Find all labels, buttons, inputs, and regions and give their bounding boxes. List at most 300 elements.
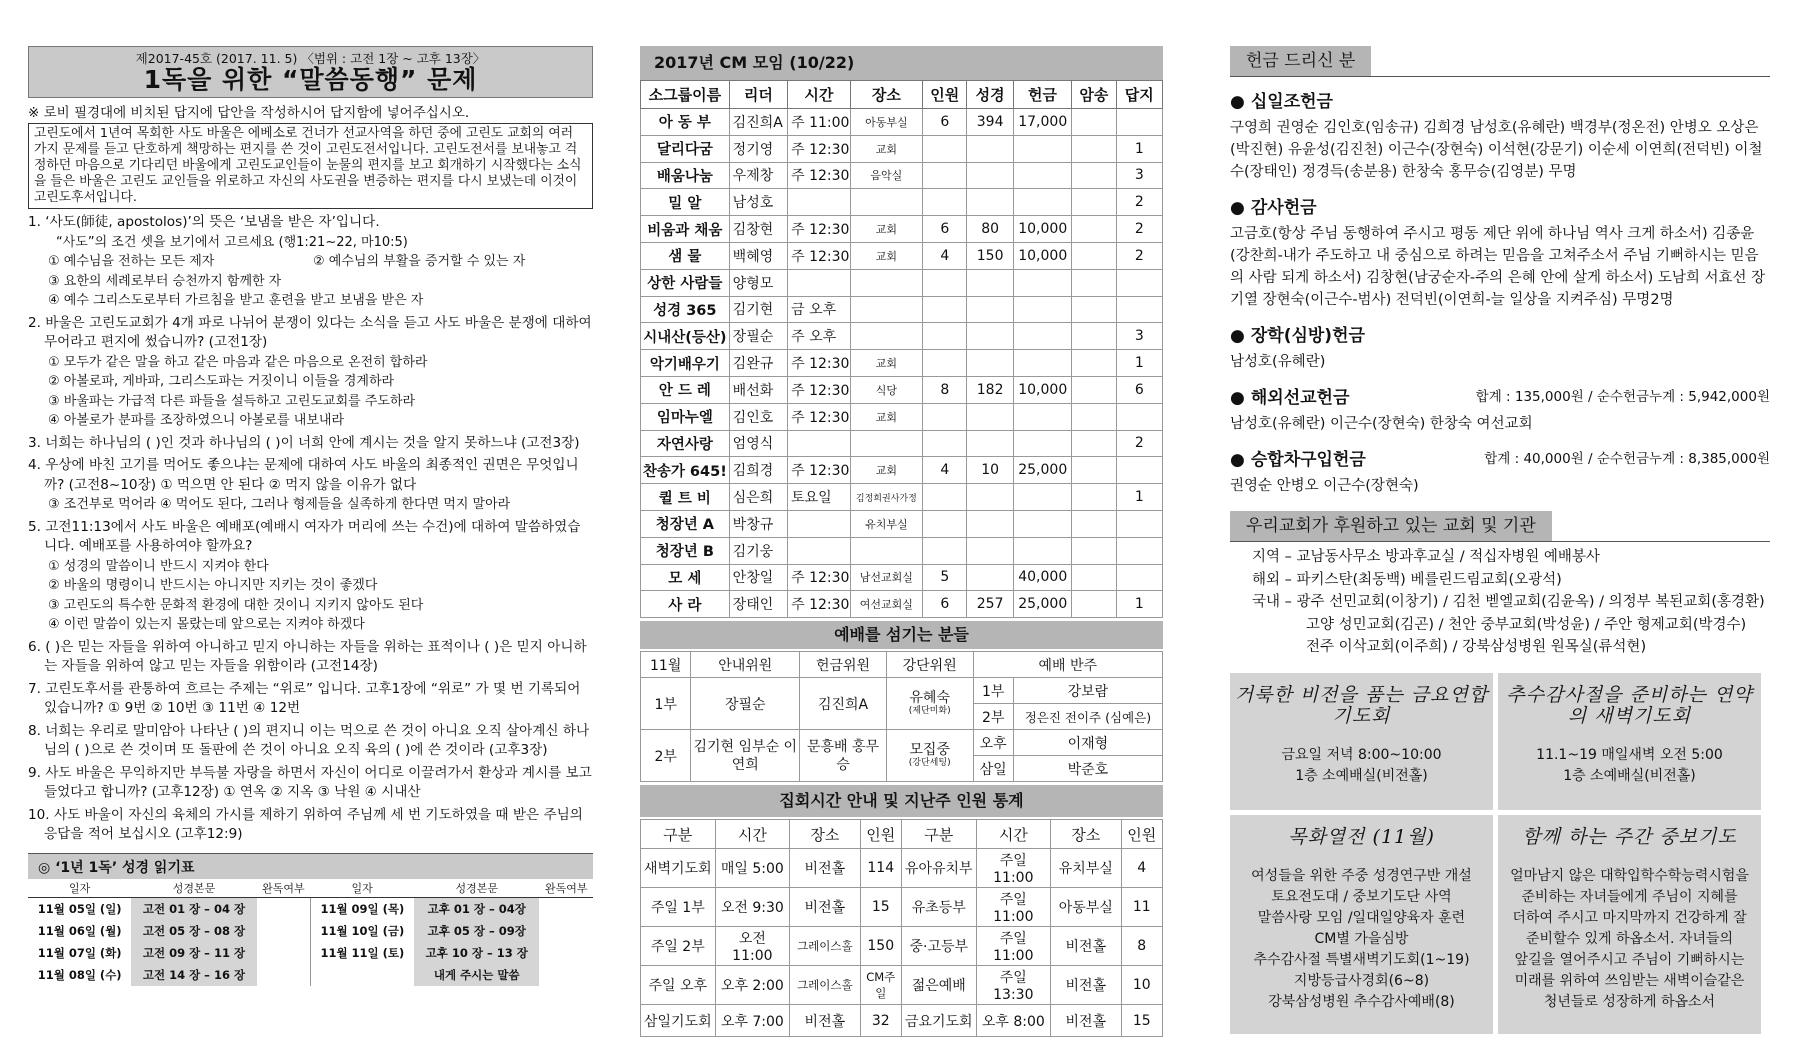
meet-row xyxy=(641,966,1163,1005)
questions xyxy=(28,213,593,845)
cm-cell xyxy=(1072,591,1116,618)
meet-cell: 새벽기도회 xyxy=(641,849,716,888)
cm-row xyxy=(641,484,1163,511)
cm-cell xyxy=(1116,109,1162,136)
meet-cell: 주일 11:00 xyxy=(976,888,1051,927)
cm-cell xyxy=(850,323,923,350)
meet-row xyxy=(641,888,1163,927)
cm-cell xyxy=(1072,403,1116,430)
cm-cell: 교회 xyxy=(850,135,923,162)
cm-cell xyxy=(850,430,923,457)
cm-cell: 주 12:30 xyxy=(788,216,850,243)
cm-cell xyxy=(1072,216,1116,243)
cm-cell: 장필순 xyxy=(729,323,787,350)
cm-cell xyxy=(1072,109,1116,136)
cm-title: 2017년 CM 모임 (10/22) xyxy=(640,46,1163,80)
cm-cell: 2 xyxy=(1116,216,1162,243)
cm-cell xyxy=(1072,350,1116,377)
meet-cell: 32 xyxy=(860,1005,901,1037)
cm-cell: 25,000 xyxy=(1013,591,1071,618)
meet-cell: 비전홀 xyxy=(1051,927,1121,966)
meet-cell: 금요기도회 xyxy=(901,1005,976,1037)
meet-cell: 오전 9:30 xyxy=(715,888,790,927)
cm-cell xyxy=(923,510,967,537)
cm-cell: 식당 xyxy=(850,376,923,403)
cm-header: 암송 xyxy=(1072,81,1116,109)
cm-cell: 토요일 xyxy=(788,484,850,511)
cm-cell xyxy=(1072,162,1116,189)
cm-cell xyxy=(1013,296,1071,323)
meet-cell: 주일 2부 xyxy=(641,927,716,966)
cm-cell xyxy=(923,323,967,350)
offering-heading xyxy=(1230,445,1770,470)
cm-cell: 김창현 xyxy=(729,216,787,243)
cm-cell: 1 xyxy=(1116,591,1162,618)
meet-table xyxy=(640,819,1163,1037)
support-line: 고양 성민교회(김곤) / 천안 중부교회(박성윤) / 주안 형제교회(박경수) xyxy=(1306,616,1747,633)
cm-cell: 3 xyxy=(1116,323,1162,350)
reading-title: ◎ ‘1년 1독’ 성경 읽기표 xyxy=(28,853,593,879)
answer-notice: ※ 로비 필경대에 비치된 답지에 답안을 작성하시어 답지함에 넣어주십시오. xyxy=(28,105,470,121)
cm-cell: 배선화 xyxy=(729,376,787,403)
question-4: 4. 우상에 바친 고기를 먹어도 좋으냐는 문제에 대하여 사도 바울의 최종적인 권면은 무엇입니까? (고전8~10장) ① 먹으면 안 된다 ② 먹지 않을 이유가 없다 ③ 조건부로 먹어라 ④ 먹어도 된다, 그러나 형제들을 실족하게 한다면 먹지 말아라 xyxy=(28,457,579,512)
cm-cell xyxy=(923,350,967,377)
cm-cell xyxy=(1072,323,1116,350)
cm-cell xyxy=(923,135,967,162)
cm-cell: 10,000 xyxy=(1013,376,1071,403)
reading-row: 11월 08일 (수) 고전 14 장 – 16 장 내게 주시는 말씀 xyxy=(28,964,593,986)
notice-box xyxy=(1498,673,1761,810)
offering-name: 승합차구입헌금 xyxy=(1250,450,1366,470)
notice-box-line: 1층 소예배실(비전홀) xyxy=(1563,767,1696,784)
question-10: 10. 사도 바울이 자신의 육체의 가시를 제하기 위하여 주님께 세 번 기도하였을 때 받은 주님의 응답을 적어 보십시오 (고후12:9) xyxy=(28,806,583,842)
support-title: 우리교회가 후원하고 있는 교회 및 기관 xyxy=(1230,511,1552,541)
cm-cell: 80 xyxy=(967,216,1013,243)
cm-cell xyxy=(1072,564,1116,591)
serve-table: 11월 안내위원 헌금위원 강단위원 예배 반주 1부 장필순 김진희A 유혜숙 (제단미화) 1부 강보람 2부 정은진 전이주 (심예은) 2부 김기현 임부순 이연희 문흥배 홍무승 모집중 (강단세팅) 오후 이재형 삼일 박준호 xyxy=(640,651,1163,782)
cm-cell xyxy=(923,537,967,564)
reading-row: 11월 06일 (월) 고전 05 장 – 08 장 11월 10일 (금) 고후 05 장 – 09장 xyxy=(28,920,593,942)
bullet-icon: ● xyxy=(1230,326,1245,346)
cm-cell: 257 xyxy=(967,591,1013,618)
cm-row xyxy=(641,376,1163,403)
question-9: 9. 사도 바울은 무익하지만 부득불 자랑을 하면서 자신이 어디로 이끌려가서 환상과 계시를 보고 들었다고 합니까? (고후12장) ① 연옥 ② 지옥 ③ 낙원 ④ 시내산 xyxy=(28,764,592,800)
cm-cell: 25,000 xyxy=(1013,457,1071,484)
cm-cell xyxy=(967,484,1013,511)
cm-cell: 배움나눔 xyxy=(641,162,730,189)
cm-cell xyxy=(1072,537,1116,564)
cm-cell xyxy=(850,189,923,216)
cm-cell xyxy=(1013,350,1071,377)
cm-cell xyxy=(1013,135,1071,162)
cm-row xyxy=(641,323,1163,350)
cm-cell: 40,000 xyxy=(1013,564,1071,591)
cm-row xyxy=(641,350,1163,377)
notice-box-line: 미래를 위하여 쓰임받는 새벽이슬같은 xyxy=(1514,972,1745,989)
cm-cell xyxy=(850,537,923,564)
notice-box-title: 추수감사절을 준비하는 연약의 새벽기도회 xyxy=(1506,683,1753,727)
cm-cell xyxy=(1072,457,1116,484)
cm-table xyxy=(640,80,1163,618)
cm-cell: 김기현 xyxy=(729,296,787,323)
meet-cell: 오후 7:00 xyxy=(715,1005,790,1037)
cm-cell: 안창일 xyxy=(729,564,787,591)
cm-cell xyxy=(1072,135,1116,162)
question-1: 1. ‘사도(師徒, apostolos)’의 뜻은 ‘보냄을 받은 자’입니다. “사도”의 조건 셋을 보기에서 고르세요 (행1:21~22, 마10:5) ① 예수님을 전하는 모든 제자 ② 예수님의 부활을 증거할 수 있는 자 ③ 요한의 세례로부터 승천까지 함께한 자 ④ 예수 그리스도로부터 가르침을 받고 훈련을 받고 보냄을 받은 자 xyxy=(28,214,526,308)
cm-row xyxy=(641,457,1163,484)
cm-cell xyxy=(1072,242,1116,269)
meet-cell: 매일 5:00 xyxy=(715,849,790,888)
question-5: 5. 고전11:13에서 사도 바울은 예배포(예배시 여자가 머리에 쓰는 수건)에 대하여 말씀하였습니다. 예배포를 사용하여야 할까요? ① 성경의 말씀이니 반드시 지켜야 한다 ② 바울의 명령이니 반드시는 아니지만 지키는 것이 좋겠다 ③ 고린도의 특수한 문화적 환경에 대한 것이니 지키지 않아도 된다 ④ 이런 말씀이 있는지 몰랐는데 앞으로는 지켜야 하겠다 xyxy=(28,518,581,632)
cm-row xyxy=(641,591,1163,618)
cm-cell: 샘 물 xyxy=(641,242,730,269)
cm-cell xyxy=(923,162,967,189)
cm-cell: 주 12:30 xyxy=(788,242,850,269)
cm-row xyxy=(641,537,1163,564)
cm-cell xyxy=(1116,296,1162,323)
notice-box-title: 거룩한 비전을 품는 금요연합기도회 xyxy=(1234,683,1489,727)
cm-cell: 모 세 xyxy=(641,564,730,591)
cm-row xyxy=(641,242,1163,269)
cm-cell: 퀼 트 비 xyxy=(641,484,730,511)
cm-row xyxy=(641,510,1163,537)
meet-cell: 삼일기도회 xyxy=(641,1005,716,1037)
cm-cell: 교회 xyxy=(850,216,923,243)
meet-cell: 4 xyxy=(1121,849,1162,888)
cm-header: 인원 xyxy=(923,81,967,109)
meet-header: 인원 xyxy=(1121,820,1162,849)
cm-cell: 김희경 xyxy=(729,457,787,484)
meet-cell: 그레이스홀 xyxy=(790,927,860,966)
cm-row xyxy=(641,189,1163,216)
cm-cell: 김인호 xyxy=(729,403,787,430)
cm-cell: 6 xyxy=(923,216,967,243)
cm-cell xyxy=(967,162,1013,189)
cm-cell xyxy=(1013,269,1071,296)
cm-cell xyxy=(967,189,1013,216)
support-line: 해외 – 파키스탄(최동백) 베를린드림교회(오광석) xyxy=(1252,571,1562,588)
offering-donors: 구영희 권영순 김인호(임송규) 김희경 남성호(유혜란) 백경부(정온전) 안병오 오상은(박진현) 유윤성(김진천) 이근수(장현숙) 이석현(강문기) 이순세 이연희(전덕빈) 이철수(장태인) 정경득(송분용) 한창숙 홍무승(김영분) 무명 xyxy=(1230,120,1763,180)
cm-cell xyxy=(1072,269,1116,296)
notice-box-line: 강북삼성병원 추수감사예배(8) xyxy=(1268,993,1455,1010)
cm-cell xyxy=(1013,510,1071,537)
cm-cell: 10,000 xyxy=(1013,242,1071,269)
cm-cell: 주 12:30 xyxy=(788,135,850,162)
cm-cell: 악기배우기 xyxy=(641,350,730,377)
cm-cell: 양형모 xyxy=(729,269,787,296)
offering-heading xyxy=(1230,383,1770,408)
meet-header: 장소 xyxy=(790,820,860,849)
cm-cell: 2 xyxy=(1116,242,1162,269)
meet-cell: 비전홀 xyxy=(1051,1005,1121,1037)
cm-cell xyxy=(967,510,1013,537)
meet-cell: 8 xyxy=(1121,927,1162,966)
cm-cell: 주 12:30 xyxy=(788,591,850,618)
support-section xyxy=(1230,511,1770,659)
page-title: 1독을 위한 “말씀동행” 문제 xyxy=(143,65,478,94)
cm-column xyxy=(640,46,1163,1037)
cm-cell: 청장년 A xyxy=(641,510,730,537)
cm-cell: 장태인 xyxy=(729,591,787,618)
cm-cell: 주 12:30 xyxy=(788,376,850,403)
cm-cell: 주 11:00 xyxy=(788,109,850,136)
cm-cell: 5 xyxy=(923,564,967,591)
cm-row xyxy=(641,296,1163,323)
notice-box-line: 11.1~19 매일새벽 오전 5:00 xyxy=(1536,746,1723,763)
meet-cell: 15 xyxy=(860,888,901,927)
meet-cell: 비전홀 xyxy=(790,888,860,927)
meet-cell: 오전 11:00 xyxy=(715,927,790,966)
offering-list xyxy=(1230,87,1770,497)
cm-cell: 김완규 xyxy=(729,350,787,377)
notice-box-line: CM별 가을심방 xyxy=(1314,930,1409,947)
cm-cell: 달리다굼 xyxy=(641,135,730,162)
meet-cell: 주일 1부 xyxy=(641,888,716,927)
cm-cell: 남선교회실 xyxy=(850,564,923,591)
issue-line: 제2017-45호 (2017. 11. 5) 〈범위 : 고전 1장 ~ 고후 13장〉 xyxy=(135,51,486,66)
reading-row: 11월 07일 (화) 고전 09 장 – 11 장 11월 11일 (토) 고후 10 장 – 13 장 xyxy=(28,942,593,964)
notice-box-line: 준비하는 자녀들에게 주님이 지혜를 xyxy=(1521,888,1738,905)
cm-cell xyxy=(967,135,1013,162)
notice-box-line: 추수감사절 특별새벽기도회(1~19) xyxy=(1253,951,1470,968)
meet-cell: 중·고등부 xyxy=(901,927,976,966)
bullet-icon: ● xyxy=(1230,450,1245,470)
offering-name: 장학(심방)헌금 xyxy=(1250,326,1365,346)
cm-cell: 김기웅 xyxy=(729,537,787,564)
cm-cell: 박창규 xyxy=(729,510,787,537)
notice-box-title: 목화열전 (11월) xyxy=(1288,825,1435,848)
cm-cell xyxy=(1072,296,1116,323)
cm-cell xyxy=(967,537,1013,564)
cm-row xyxy=(641,564,1163,591)
meet-row xyxy=(641,927,1163,966)
cm-cell: 주 12:30 xyxy=(788,457,850,484)
cm-cell xyxy=(1116,403,1162,430)
cm-cell: 10 xyxy=(967,457,1013,484)
cm-cell xyxy=(788,430,850,457)
offering-donors: 남성호(유혜란) 이근수(장현숙) 한창숙 여선교회 xyxy=(1230,416,1533,432)
meet-cell: 11 xyxy=(1121,888,1162,927)
cm-row xyxy=(641,162,1163,189)
cm-cell: 주 12:30 xyxy=(788,350,850,377)
cm-cell: 여선교회실 xyxy=(850,591,923,618)
cm-cell xyxy=(1013,537,1071,564)
support-line: 국내 – 광주 선민교회(이창기) / 김천 벧엘교회(김윤옥) / 의정부 복된교회(홍경환) xyxy=(1252,594,1765,610)
notice-box xyxy=(1230,815,1493,1034)
cm-cell xyxy=(967,323,1013,350)
notice-box-line: 준비할수 있게 하옵소서. 자녀들의 xyxy=(1525,930,1734,947)
cm-cell: 우제창 xyxy=(729,162,787,189)
offering-column xyxy=(1230,46,1770,1034)
cm-cell xyxy=(967,564,1013,591)
cm-cell: 성경 365 xyxy=(641,296,730,323)
cm-cell: 밀 알 xyxy=(641,189,730,216)
offering-heading xyxy=(1230,87,1770,112)
cm-cell: 안 드 레 xyxy=(641,376,730,403)
support-line: 지역 – 교남동사무소 방과후교실 / 적십자병원 예배봉사 xyxy=(1252,549,1600,565)
cm-header: 시간 xyxy=(788,81,850,109)
offering-heading xyxy=(1230,321,1770,346)
cm-cell xyxy=(1072,430,1116,457)
cm-cell: 4 xyxy=(923,457,967,484)
meet-cell: CM주일 xyxy=(860,966,901,1005)
meet-cell: 아동부실 xyxy=(1051,888,1121,927)
meet-cell: 유아유치부 xyxy=(901,849,976,888)
cm-row xyxy=(641,216,1163,243)
offering-name: 십일조헌금 xyxy=(1250,92,1333,112)
cm-cell: 백혜영 xyxy=(729,242,787,269)
meet-cell: 젊은예배 xyxy=(901,966,976,1005)
cm-cell: 8 xyxy=(923,376,967,403)
cm-cell xyxy=(923,269,967,296)
cm-cell: 임마누엘 xyxy=(641,403,730,430)
cm-cell: 3 xyxy=(1116,162,1162,189)
question-8: 8. 너희는 우리로 말미암아 나타난 ( )의 편지니 이는 먹으로 쓴 것이 아니요 오직 살아계신 하나님의 ( )으로 쓴 것이며 또 돌판에 쓴 것이 아니요 오직 육의 ( )에 쓴 것이라 (고후3장) xyxy=(28,722,590,758)
cm-cell: 정기영 xyxy=(729,135,787,162)
cm-header: 리더 xyxy=(729,81,787,109)
meet-header: 시간 xyxy=(715,820,790,849)
cm-cell xyxy=(788,537,850,564)
offering-sum: 합계 : 135,000원 / 순수헌금누계 : 5,942,000원 xyxy=(1475,389,1770,405)
support-line: 전주 이삭교회(이주희) / 강북삼성병원 원목실(류석현) xyxy=(1306,639,1647,655)
cm-cell xyxy=(1013,323,1071,350)
cm-cell: 교회 xyxy=(850,457,923,484)
cm-header: 답지 xyxy=(1116,81,1162,109)
cm-cell: 6 xyxy=(923,591,967,618)
cm-cell xyxy=(1013,403,1071,430)
meet-header: 구분 xyxy=(641,820,716,849)
cm-row xyxy=(641,430,1163,457)
meet-cell: 유치부실 xyxy=(1051,849,1121,888)
bullet-icon: ● xyxy=(1230,92,1245,112)
offering-title: 헌금 드리신 분 xyxy=(1230,46,1371,76)
cm-cell: 김진희A xyxy=(729,109,787,136)
cm-cell: 자연사랑 xyxy=(641,430,730,457)
cm-cell: 10,000 xyxy=(1013,216,1071,243)
notice-boxes xyxy=(1230,673,1770,1034)
cm-cell: 1 xyxy=(1116,484,1162,511)
offering-name: 해외선교헌금 xyxy=(1250,388,1350,408)
offering-sum: 합계 : 40,000원 / 순수헌금누계 : 8,385,000원 xyxy=(1484,451,1770,467)
cm-cell xyxy=(1116,269,1162,296)
notice-box xyxy=(1498,815,1761,1034)
cm-cell xyxy=(967,296,1013,323)
cm-cell: 1 xyxy=(1116,135,1162,162)
cm-cell xyxy=(923,189,967,216)
bullet-icon: ● xyxy=(1230,388,1245,408)
cm-cell xyxy=(1116,564,1162,591)
quiz-column xyxy=(28,46,593,986)
offering-donors: 남성호(유혜란) xyxy=(1230,354,1326,370)
question-7: 7. 고린도후서를 관통하여 흐르는 주제는 “위로” 입니다. 고후1장에 “위로” 가 몇 번 기록되어 있습니까? ① 9번 ② 10번 ③ 11번 ④ 12번 xyxy=(28,680,581,716)
meet-cell: 비전홀 xyxy=(1051,966,1121,1005)
cm-cell: 음악실 xyxy=(850,162,923,189)
cm-cell: 주 오후 xyxy=(788,323,850,350)
notice-box-line: 말씀사랑 모임 /일대일양육자 훈련 xyxy=(1257,909,1466,926)
cm-row xyxy=(641,109,1163,136)
notice-box-line: 지방등급사경회(6~8) xyxy=(1293,972,1430,989)
cm-cell: 상한 사람들 xyxy=(641,269,730,296)
cm-cell: 청장년 B xyxy=(641,537,730,564)
meet-cell: 그레이스홀 xyxy=(790,966,860,1005)
cm-cell xyxy=(923,430,967,457)
meet-header: 인원 xyxy=(860,820,901,849)
cm-cell xyxy=(850,269,923,296)
cm-cell: 비움과 채움 xyxy=(641,216,730,243)
cm-header: 소그룹이름 xyxy=(641,81,730,109)
cm-cell xyxy=(923,403,967,430)
cm-cell xyxy=(1072,376,1116,403)
meet-header: 장소 xyxy=(1051,820,1121,849)
question-6: 6. ( )은 믿는 자들을 위하여 아니하고 믿지 아니하는 자들을 위하는 표적이나 ( )은 믿지 아니하는 자들을 위하여 않고 믿는 자들을 위함이라 (고전14장) xyxy=(28,638,587,674)
serve-title: 예배를 섬기는 분들 xyxy=(640,621,1163,649)
cm-cell: 아동부실 xyxy=(850,109,923,136)
question-3: 3. 너희는 하나님의 ( )인 것과 하나님의 ( )이 너희 안에 계시는 것을 알지 못하느냐 (고전3장) xyxy=(28,434,580,451)
cm-cell xyxy=(967,403,1013,430)
cm-cell xyxy=(1116,510,1162,537)
cm-cell xyxy=(967,430,1013,457)
meet-cell: 주일 11:00 xyxy=(976,849,1051,888)
reading-table: 일자 성경본문 완독여부 일자 성경본문 완독여부 11월 05일 (일) 고전 01 장 – 04 장 11월 09일 (목) 고후 01 장 – 04장 11월 06일 (월) 고전 05 장 – 08 장 11월 10일 (금) 고후 05 장 – 09장 11월 07일 (화) 고전 09 장 – 11 장 11월 11일 (토) 고후 10 장 – 13 장 11월 08일 (수) 고전 14 장 – 16 장 내게 주시는 말씀 xyxy=(28,879,593,986)
cm-cell: 남성호 xyxy=(729,189,787,216)
cm-row xyxy=(641,403,1163,430)
cm-cell xyxy=(923,484,967,511)
meet-cell: 비전홀 xyxy=(790,849,860,888)
reading-row: 11월 05일 (일) 고전 01 장 – 04 장 11월 09일 (목) 고후 01 장 – 04장 xyxy=(28,897,593,920)
meet-cell: 주일 13:30 xyxy=(976,966,1051,1005)
cm-row xyxy=(641,269,1163,296)
meet-row xyxy=(641,1005,1163,1037)
cm-cell: 교회 xyxy=(850,403,923,430)
cm-cell: 교회 xyxy=(850,242,923,269)
cm-cell xyxy=(1116,457,1162,484)
title-box xyxy=(28,46,593,98)
cm-cell: 2 xyxy=(1116,430,1162,457)
offering-donors: 고금호(항상 주님 동행하여 주시고 평동 제단 위에 하나님 역사 크게 하소서) 김종윤(강찬희-내가 주도하고 내 중심으로 하려는 믿음을 고쳐주소서 주님 기뻐하시는 믿음의 사람 되게 하소서) 김창현(남궁순자-주의 은혜 안에 살게 하소서) 도남희 서효선 장기열 장현숙(이근수-범사) 전덕빈(이연희-늘 일상을 지켜주심) 무명2명 xyxy=(1230,226,1766,308)
cm-cell xyxy=(923,296,967,323)
cm-cell: 182 xyxy=(967,376,1013,403)
cm-cell: 2 xyxy=(1116,189,1162,216)
cm-cell: 심은희 xyxy=(729,484,787,511)
notice-box-line: 더하여 주시고 마지막까지 건강하게 잘 xyxy=(1512,909,1747,926)
cm-cell: 찬송가 645! xyxy=(641,457,730,484)
cm-cell xyxy=(1072,189,1116,216)
cm-cell: 6 xyxy=(923,109,967,136)
meet-cell: 10 xyxy=(1121,966,1162,1005)
meet-cell: 150 xyxy=(860,927,901,966)
cm-cell xyxy=(1013,484,1071,511)
cm-row xyxy=(641,135,1163,162)
offering-name: 감사헌금 xyxy=(1250,198,1317,218)
meet-cell: 15 xyxy=(1121,1005,1162,1037)
meet-title: 집회시간 안내 및 지난주 인원 통계 xyxy=(640,785,1163,817)
cm-cell xyxy=(850,296,923,323)
cm-cell xyxy=(1013,189,1071,216)
cm-cell: 주 12:30 xyxy=(788,162,850,189)
cm-cell xyxy=(788,189,850,216)
offering-heading xyxy=(1230,193,1770,218)
notice-box-line: 얼마남지 않은 대학입학수학능력시험을 xyxy=(1510,867,1749,884)
meet-cell: 오후 2:00 xyxy=(715,966,790,1005)
cm-cell: 1 xyxy=(1116,350,1162,377)
cm-cell xyxy=(788,510,850,537)
offering-donors: 권영순 안병오 이근수(장현숙) xyxy=(1230,478,1419,494)
cm-cell: 금 오후 xyxy=(788,296,850,323)
cm-cell: 17,000 xyxy=(1013,109,1071,136)
question-2: 2. 바울은 고린도교회가 4개 파로 나뉘어 분쟁이 있다는 소식을 듣고 사도 바울은 분쟁에 대하여 무어라고 편지에 썼습니까? (고전1장) ① 모두가 같은 말을 하고 같은 마음과 같은 마음으로 온전히 합하라 ② 아볼로파, 게바파, 그리스도파는 거짓이니 이들을 경계하라 ③ 바울파는 가급적 다른 파들을 설득하고 고린도교회를 주도하라 ④ 아볼로가 분파를 조장하였으니 아볼로를 내보내라 xyxy=(28,314,592,428)
cm-cell: 교회 xyxy=(850,350,923,377)
support-list xyxy=(1230,542,1770,659)
